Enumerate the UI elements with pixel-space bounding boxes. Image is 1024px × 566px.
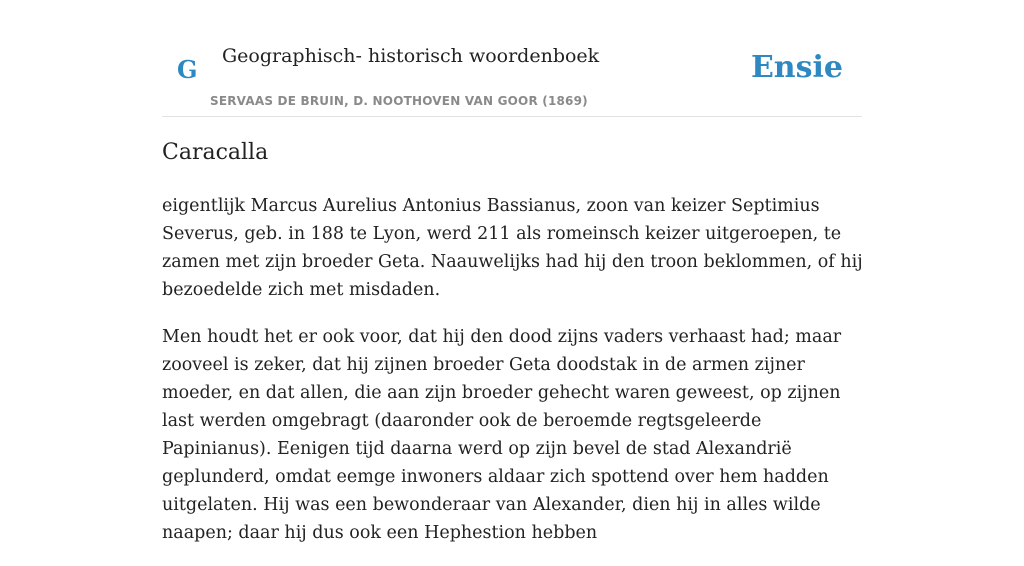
entry-paragraph: eigentlijk Marcus Aurelius Antonius Bassianus, zoon van keizer Septimius Severus, geb. in 188 te Lyon, werd 211 als romeinsch keizer uitgeroepen, te zamen met zijn broeder Geta. Naauwelijks had hij den troon beklommen, of hij bezoedelde zich met misdaden. [162, 196, 863, 300]
entry-paragraph: Men houdt het er ook voor, dat hij den dood zijns vaders verhaast had; maar zooveel is zeker, dat hij zijnen broeder Geta doodstak in de armen zijner moeder, en dat allen, die aan zijn broeder gehecht waren geweest, op zijnen last werden omgebragt (daaronder ook de beroemde regtsgeleerde Papinianus). Eenigen tijd daarna werd op zijn bevel de stad Alexandrië geplunderd, omdat eemge inwoners aldaar zich spottend over hem hadden uitgelaten. Hij was een bewonderaar van Alexander, dien hij in alles wilde naapen; daar hij dus ook een Hephestion hebben [162, 327, 842, 543]
book-letter-icon[interactable]: G [177, 55, 198, 84]
ensie-logo-link[interactable]: Ensie [750, 50, 843, 85]
book-header [162, 0, 862, 117]
book-authors: SERVAAS DE BRUIN, D. NOOTHOVEN VAN GOOR (1869) [210, 94, 588, 108]
entry-title: Caracalla [162, 140, 269, 165]
entry-body [162, 192, 867, 566]
book-title-link[interactable]: Geographisch- historisch woordenboek [222, 45, 600, 67]
